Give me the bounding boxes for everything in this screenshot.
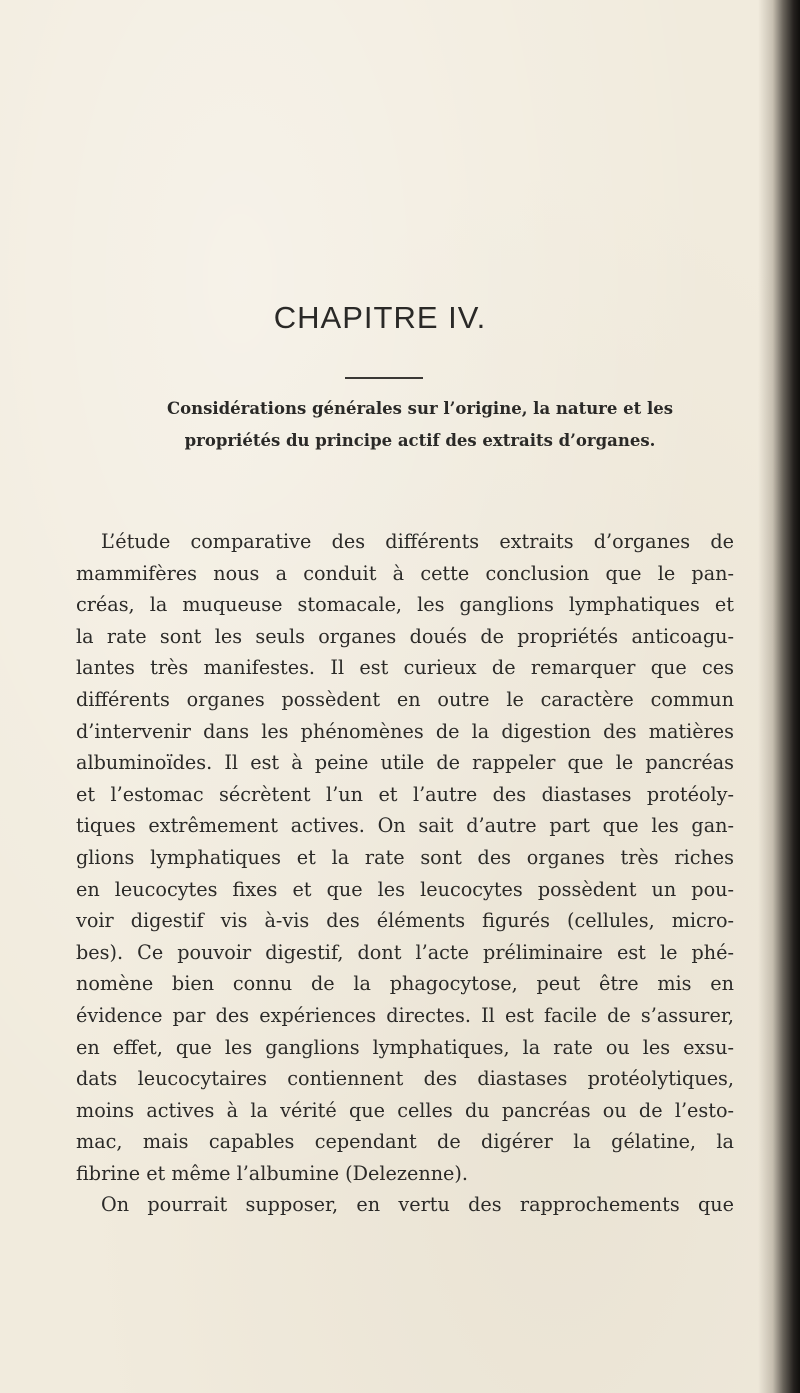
- text-line: d’intervenir dans les phénomènes de la digestion des matières: [76, 719, 734, 743]
- section-heading: [95, 393, 745, 457]
- text-line: différents organes possèdent en outre le caractère commun: [76, 687, 734, 711]
- text-line: la rate sont les seuls organes doués de propriétés anticoagu-: [76, 624, 734, 648]
- text-line: en leucocytes fixes et que les leucocytes possèdent un pou-: [76, 877, 734, 901]
- text-line: mac, mais capables cependant de digérer la gélatine, la: [76, 1130, 734, 1154]
- body-text: [76, 526, 734, 1221]
- text-line: lantes très manifestes. Il est curieux de remarquer que ces: [76, 656, 734, 680]
- text-line: moins actives à la vérité que celles du pancréas ou de l’esto-: [76, 1098, 734, 1122]
- chapter-title: CHAPITRE IV.: [273, 300, 487, 335]
- text-line: dats leucocytaires contiennent des diastases protéolytiques,: [76, 1067, 734, 1091]
- text-line: et l’estomac sécrètent l’un et l’autre des diastases protéoly-: [76, 782, 734, 806]
- text-line: créas, la muqueuse stomacale, les ganglions lymphatiques et: [76, 593, 734, 617]
- text-line: L’étude comparative des différents extraits d’organes de: [101, 530, 734, 553]
- text-line: bes). Ce pouvoir digestif, dont l’acte préliminaire est le phé-: [76, 940, 734, 964]
- text-line: fibrine et même l’albumine (Delezenne).: [76, 1161, 468, 1185]
- text-line: tiques extrêmement actives. On sait d’autre part que les gan-: [76, 814, 734, 838]
- text-line: glions lymphatiques et la rate sont des organes très riches: [76, 845, 734, 869]
- text-line: voir digestif vis à-vis des éléments figurés (cellules, micro-: [76, 909, 734, 933]
- text-line: nomène bien connu de la phagocytose, peut être mis en: [76, 972, 734, 996]
- page-binding-shadow: [758, 0, 800, 1393]
- title-divider: [345, 377, 423, 379]
- text-line: albuminoïdes. Il est à peine utile de rappeler que le pancréas: [76, 751, 734, 775]
- text-line: On pourrait supposer, en vertu des rapprochements que: [101, 1193, 734, 1217]
- section-heading-line: propriétés du principe actif des extraits d’organes.: [184, 431, 656, 450]
- text-line: évidence par des expériences directes. Il est facile de s’assurer,: [76, 1003, 734, 1027]
- text-line: mammifères nous a conduit à cette conclusion que le pan-: [76, 561, 734, 585]
- text-line: en effet, que les ganglions lymphatiques, la rate ou les exsu-: [76, 1035, 734, 1059]
- section-heading-line: Considérations générales sur l’origine, la nature et les: [166, 399, 674, 418]
